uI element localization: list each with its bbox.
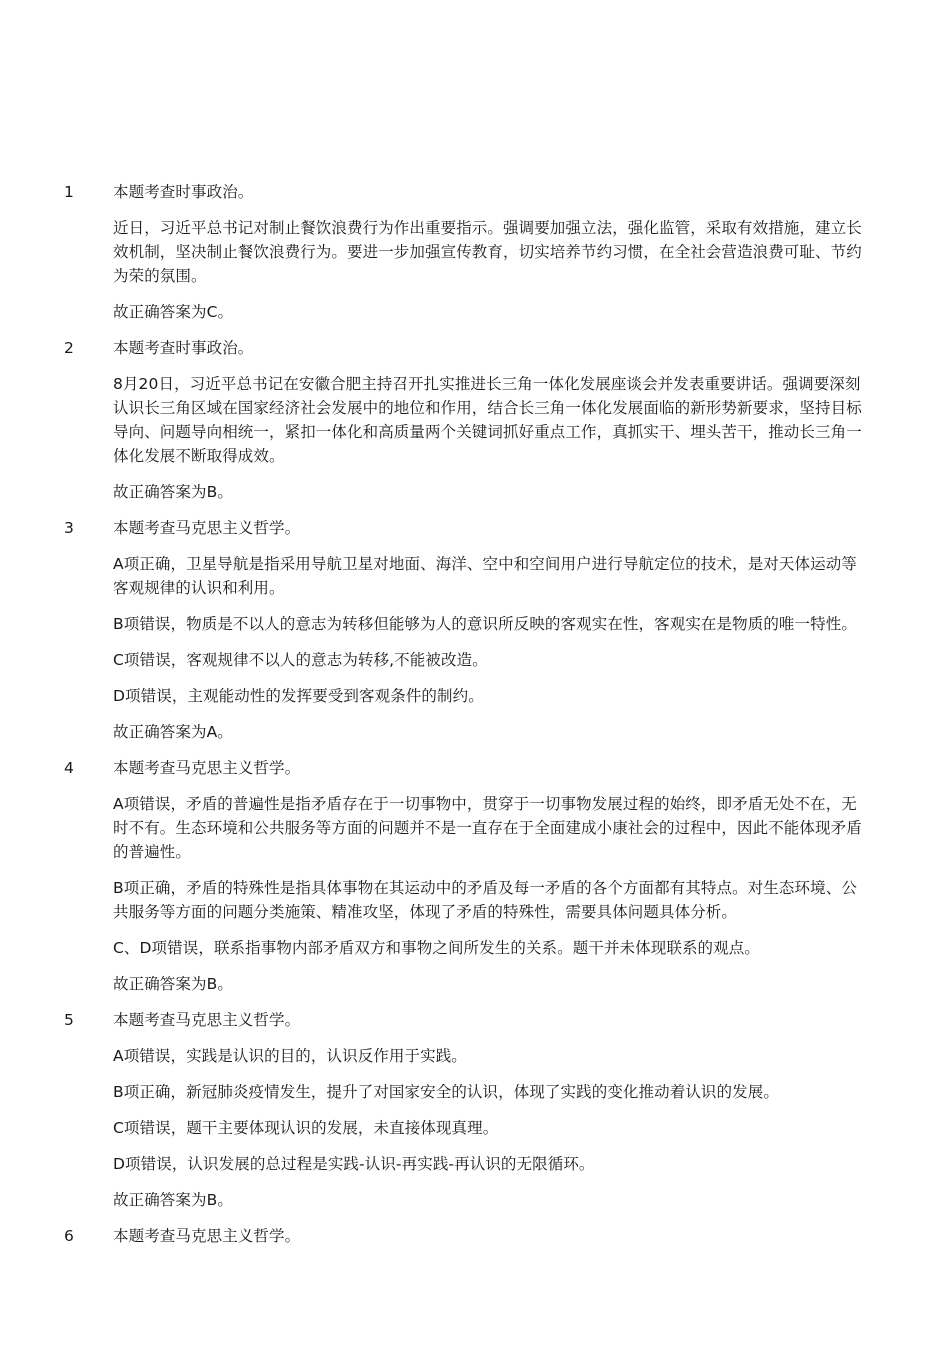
explanation-paragraph: B项正确，新冠肺炎疫情发生，提升了对国家安全的认识，体现了实践的变化推动着认识的发展。: [113, 1083, 779, 1101]
question-explanation-1: [0, 180, 950, 324]
topic-line: 本题考查时事政治。: [113, 339, 254, 357]
explanation-paragraph: C项错误，客观规律不以人的意志为转移,不能被改造。: [113, 651, 488, 669]
explanation-body: [113, 336, 863, 504]
explanation-paragraph: C、D项错误，联系指事物内部矛盾双方和事物之间所发生的关系。题干并未体现联系的观点。: [113, 939, 760, 957]
question-number: 3: [64, 519, 74, 537]
question-number: 1: [64, 183, 74, 201]
answer-line: 故正确答案为B。: [113, 1191, 233, 1209]
question-number: 4: [64, 759, 74, 777]
explanation-paragraph: D项错误，主观能动性的发挥要受到客观条件的制约。: [113, 687, 484, 705]
topic-line: 本题考查马克思主义哲学。: [113, 1011, 301, 1029]
question-number: 6: [64, 1227, 74, 1245]
topic-line: 本题考查马克思主义哲学。: [113, 519, 301, 537]
question-number: 2: [64, 339, 74, 357]
topic-line: 本题考查马克思主义哲学。: [113, 1227, 301, 1245]
topic-line: 本题考查马克思主义哲学。: [113, 759, 301, 777]
answer-line: 故正确答案为C。: [113, 303, 234, 321]
explanation-body: [113, 1224, 863, 1248]
explanation-paragraph: B项正确，矛盾的特殊性是指具体事物在其运动中的矛盾及每一矛盾的各个方面都有其特点。对生态环境、公共服务等方面的问题分类施策、精准攻坚，体现了矛盾的特殊性，需要具体问题具体分析。: [113, 879, 857, 921]
question-explanation-2: [0, 336, 950, 504]
question-explanation-5: [0, 1008, 950, 1212]
explanation-body: [113, 756, 863, 996]
answer-line: 故正确答案为A。: [113, 723, 233, 741]
topic-line: 本题考查时事政治。: [113, 183, 254, 201]
question-explanation-6: [0, 1224, 950, 1248]
answer-line: 故正确答案为B。: [113, 975, 233, 993]
answer-explanations: [0, 180, 950, 1260]
explanation-paragraph: A项错误，实践是认识的目的，认识反作用于实践。: [113, 1047, 467, 1065]
explanation-body: [113, 180, 863, 324]
explanation-paragraph: 8月20日，习近平总书记在安徽合肥主持召开扎实推进长三角一体化发展座谈会并发表重要讲话。强调要深刻认识长三角区域在国家经济社会发展中的地位和作用，结合长三角一体化发展面临的新形势新要求，坚持目标导向、问题导向相统一，紧扣一体化和高质量两个关键词抓好重点工作，真抓实干、埋头苦干，推动长三角一体化发展不断取得成效。: [113, 375, 862, 465]
explanation-paragraph: D项错误，认识发展的总过程是实践-认识-再实践-再认识的无限循环。: [113, 1155, 595, 1173]
explanation-body: [113, 1008, 863, 1212]
explanation-paragraph: 近日，习近平总书记对制止餐饮浪费行为作出重要指示。强调要加强立法，强化监管，采取有效措施，建立长效机制，坚决制止餐饮浪费行为。要进一步加强宣传教育，切实培养节约习惯，在全社会营造浪费可耻、节约为荣的氛围。: [113, 219, 862, 285]
question-explanation-3: [0, 516, 950, 744]
explanation-paragraph: A项正确，卫星导航是指采用导航卫星对地面、海洋、空中和空间用户进行导航定位的技术，是对天体运动等客观规律的认识和利用。: [113, 555, 857, 597]
answer-line: 故正确答案为B。: [113, 483, 233, 501]
question-number: 5: [64, 1011, 74, 1029]
explanation-paragraph: B项错误，物质是不以人的意志为转移但能够为人的意识所反映的客观实在性，客观实在是物质的唯一特性。: [113, 615, 857, 633]
question-explanation-4: [0, 756, 950, 996]
explanation-paragraph: C项错误，题干主要体现认识的发展，未直接体现真理。: [113, 1119, 499, 1137]
explanation-body: [113, 516, 863, 744]
explanation-paragraph: A项错误，矛盾的普遍性是指矛盾存在于一切事物中，贯穿于一切事物发展过程的始终，即矛盾无处不在，无时不有。生态环境和公共服务等方面的问题并不是一直存在于全面建成小康社会的过程中，因此不能体现矛盾的普遍性。: [113, 795, 862, 861]
